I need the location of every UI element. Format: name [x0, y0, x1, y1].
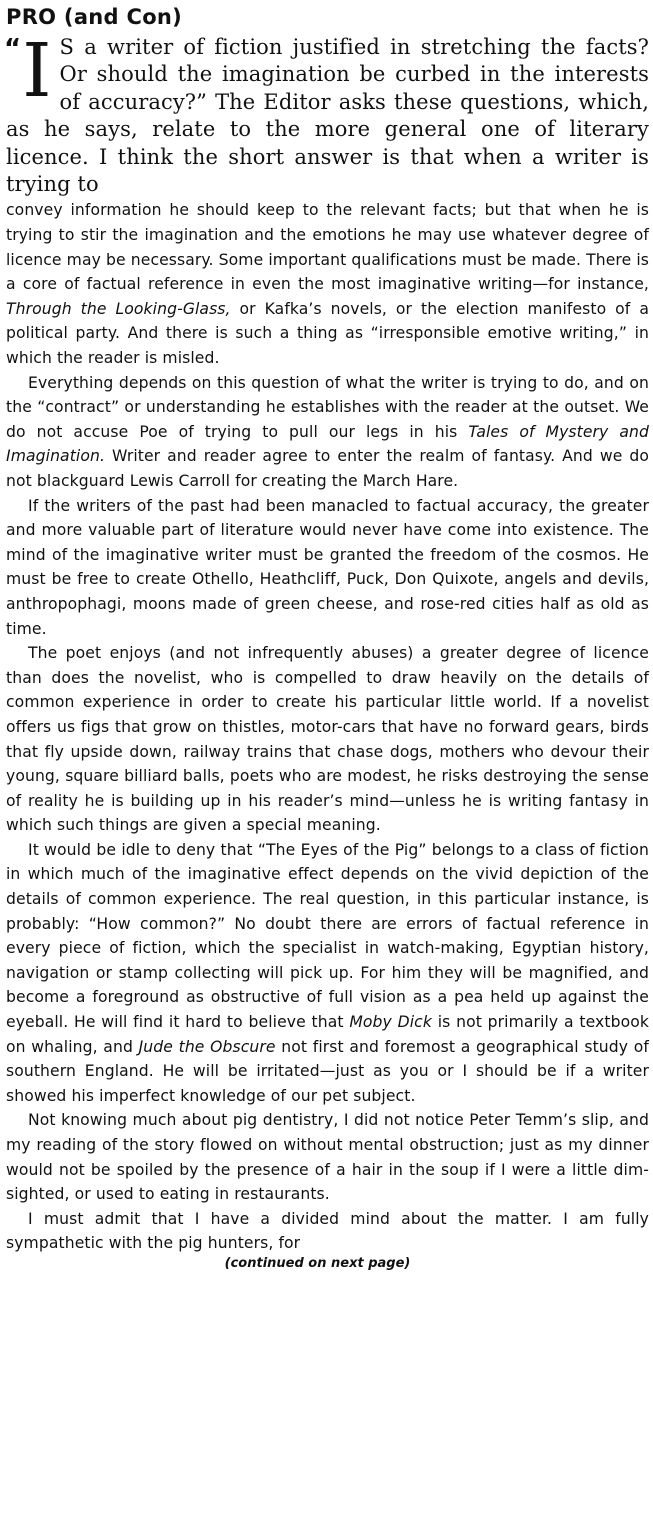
paragraph-text: Writer and reader agree to enter the realm of fantasy. And we do not blackguard Lewis Carroll for creating the March Hare. [6, 447, 649, 490]
paragraph-text: I must admit that I have a divided mind about the matter. I am fully sympathetic with the pig hunters, for [6, 1209, 649, 1253]
body-paragraph [6, 1108, 649, 1206]
paragraph-text: If the writers of the past had been manacled to factual accuracy, the greater and more valuable part of literature would never have come into existence. The mind of the imaginative writer must be granted the freedom of the cosmos. He must be free to create Othello, Heathcliff, Puck, Don Quixote, angels and devils, anthropophagi, moons made of green cheese, and rose-red cities half as old as time. [6, 496, 649, 638]
lead-text: S a writer of fiction justified in stretching the facts? Or should the imagination be curbed in the interests of accuracy?” The Editor asks these questions, which, as he says, relate to the more general one of literary licence. I think the short answer is that when a writer is trying to [6, 35, 649, 197]
body-paragraph [6, 641, 649, 838]
italic-title: Moby Dick [349, 1013, 432, 1032]
paragraph-text: is not primarily a textbook on whaling, and [6, 1013, 649, 1056]
opening-quote-mark: “ [4, 34, 22, 64]
body-paragraph [6, 494, 649, 642]
lead-paragraph [4, 28, 649, 198]
drop-cap: I [22, 28, 52, 114]
italic-title: Jude the Obscure [138, 1037, 276, 1056]
italic-title: Tales of Mystery and Imagination. [6, 422, 649, 466]
body-paragraph [6, 198, 649, 370]
paragraph-text: convey information he should keep to the relevant facts; but that when he is trying to stir the imagination and the emotions he may use whatever degree of licence may be necessary. Some important qualifications must be made. There is a core of factual reference in even the most imaginative writing—for instance, [6, 201, 649, 294]
body-paragraph [6, 371, 649, 494]
body-paragraph [6, 1207, 649, 1256]
paragraph-text: Not knowing much about pig dentistry, I did not notice Peter Temm’s slip, and my reading of the story flowed on without mental obstruction; just as my dinner would not be spoiled by the presence of a hair in the soup if I were a little dim-sighted, or used to eating in restaurants. [6, 1111, 649, 1204]
continued-note: (continued on next page) [224, 1255, 411, 1271]
body-paragraph [6, 838, 649, 1109]
paragraph-text: or Kafka’s novels, or the election manifesto of a political party. And there is such a thing as “irresponsible emotive writing,” in which the reader is misled. [6, 299, 649, 367]
italic-title: Through the Looking-Glass, [6, 299, 231, 318]
paragraph-text: Everything depends on this question of what the writer is trying to do, and on the “contract” or understanding he establishes with the reader at the outset. We do not accuse Poe of trying to pull our legs in his [6, 373, 649, 441]
article-heading: PRO (and Con) [6, 5, 183, 29]
paragraph-text: It would be idle to deny that “The Eyes of the Pig” belongs to a class of fiction in which much of the imaginative effect depends on the vivid depiction of the details of common experience. The real question, in this particular instance, is probably: “How common?” No doubt there are errors of factual reference in every piece of fiction, which the specialist in watch-making, Egyptian history, navigation or stamp collecting will pick up. For him they will be magnified, and become a foreground as obstructive of full vision as a pea held up against the eyeball. He will find it hard to believe that [6, 840, 649, 1032]
article-body [6, 198, 649, 1256]
paragraph-text: not first and foremost a geographical study of southern England. He will be irritated—just as you or I should be if a writer showed his imperfect knowledge of our pet subject. [6, 1037, 649, 1105]
paragraph-text: The poet enjoys (and not infrequently abuses) a greater degree of licence than does the novelist, who is compelled to draw heavily on the details of common experience in order to create his particular little world. If a novelist offers us figs that grow on thistles, motor-cars that have no forward gears, birds that fly upside down, railway trains that chase dogs, mothers who devour their young, square billiard balls, poets who are modest, he risks destroying the sense of reality he is building up in his reader’s mind—unless he is writing fantasy in which such things are given a special meaning. [6, 644, 649, 835]
